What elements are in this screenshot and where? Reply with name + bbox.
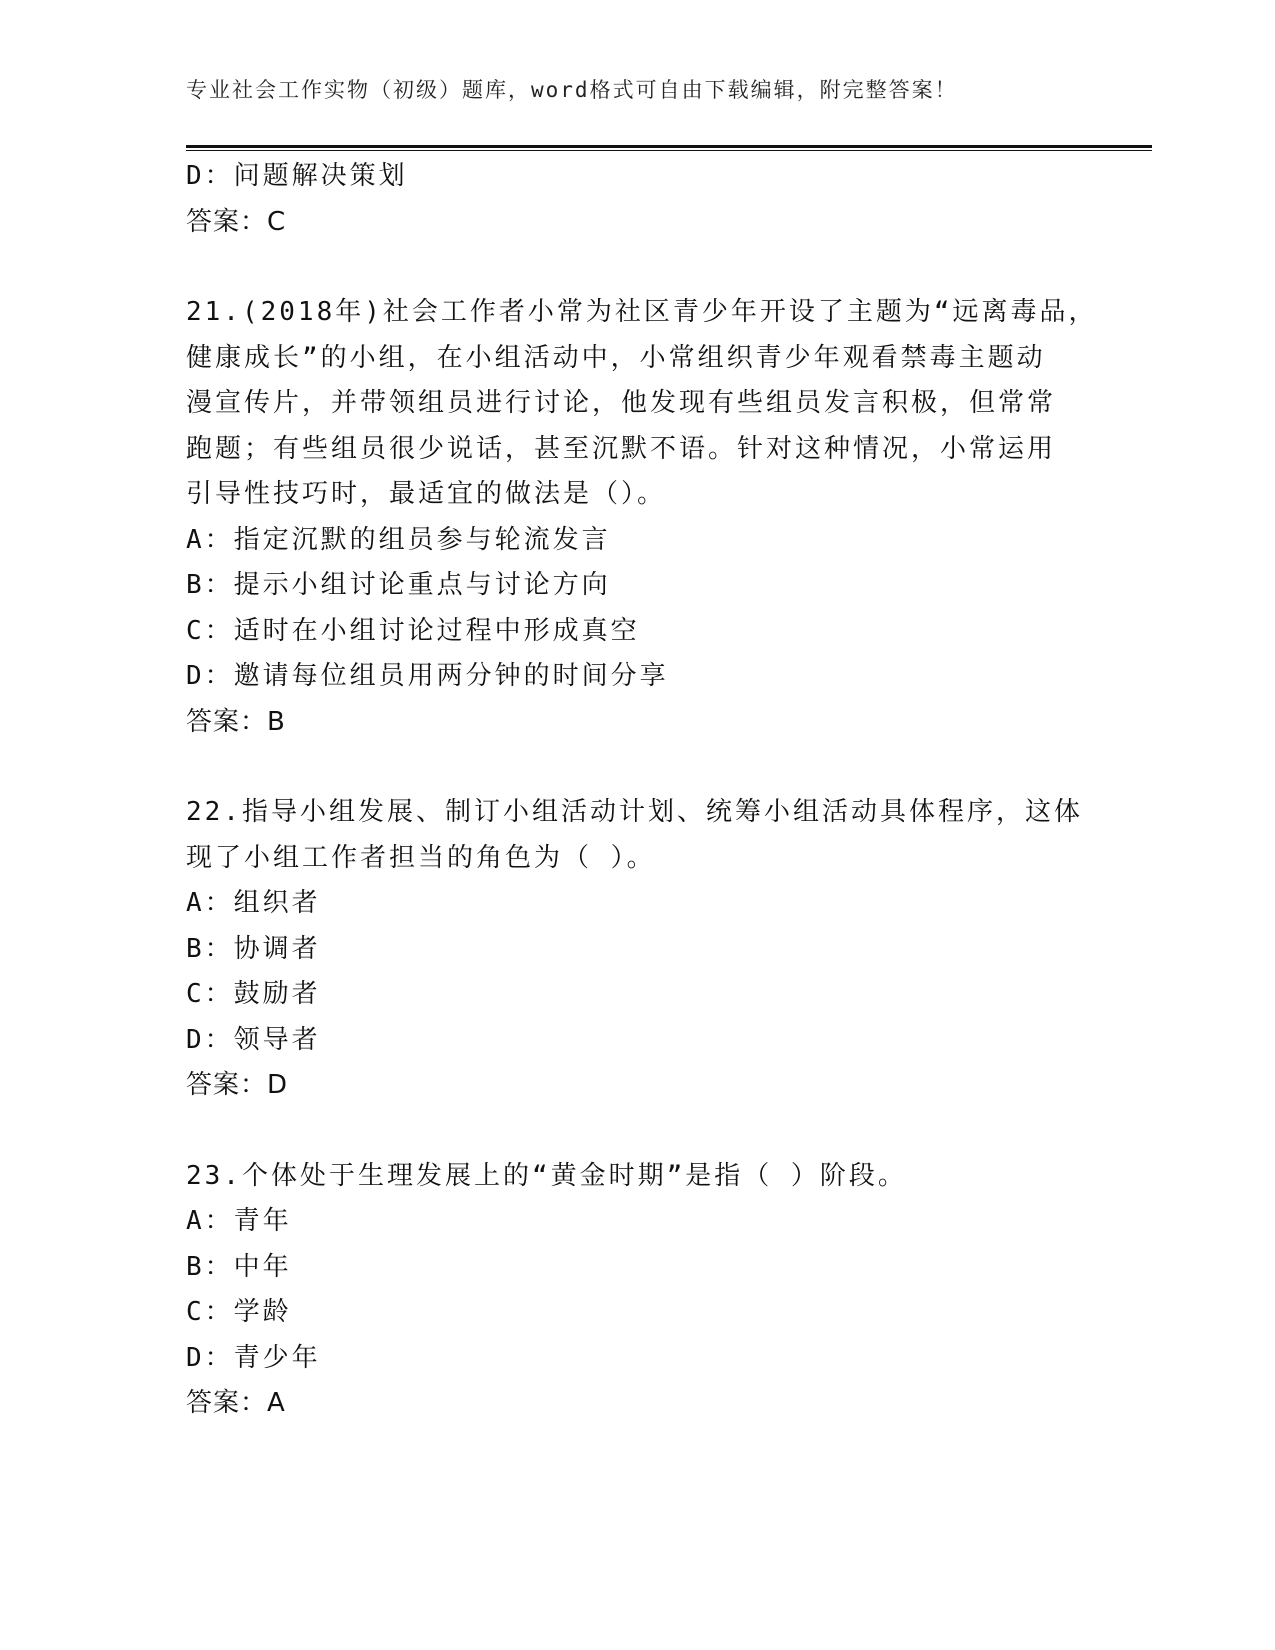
option-d: D：领导者 [186,1024,321,1055]
question-23 [186,1154,1086,1427]
question-text-line: 漫宣传片，并带领组员进行讨论，他发现有些组员发言积极，但常常 [186,388,1057,418]
question-22 [186,790,1086,1109]
option-c: C：学龄 [186,1297,292,1327]
option-a: A：组织者 [186,888,321,918]
answer: 答案：D [186,1070,289,1100]
question-text-line: 引导性技巧时，最适宜的做法是（）。 [186,479,667,509]
option-b: B：中年 [186,1251,292,1282]
option-d: D：邀请每位组员用两分钟的时间分享 [186,661,669,691]
option-d: D：问题解决策划 [186,161,408,191]
answer: 答案：A [186,1388,286,1418]
option-a: A：指定沉默的组员参与轮流发言 [186,524,611,555]
answer: 答案：B [186,706,286,737]
document-body [186,154,1098,1427]
option-a: A：青年 [186,1206,292,1236]
question-text-line: 23.个体处于生理发展上的“黄金时期”是指（ ）阶段。 [186,1160,907,1191]
question-21 [186,290,1098,745]
answer: 答案：C [186,206,287,237]
option-b: B：提示小组讨论重点与讨论方向 [186,570,611,600]
question-text-line: 现了小组工作者担当的角色为（ ）。 [186,842,656,873]
question-text-line: 跑题；有些组员很少说话，甚至沉默不语。针对这种情况，小常运用 [186,433,1057,464]
option-c: C：鼓励者 [186,979,321,1009]
option-b: B：协调者 [186,933,321,964]
question-text-line: 健康成长”的小组，在小组活动中，小常组织青少年观看禁毒主题动 [186,342,1046,373]
option-c: C：适时在小组讨论过程中形成真空 [186,615,640,646]
header-rule-thin [186,150,1152,151]
option-d: D：青少年 [186,1342,321,1373]
question-text-line: 22.指导小组发展、制订小组活动计划、统筹小组活动具体程序，这体 [186,797,1083,827]
question-text-line: 21.(2018年)社会工作者小常为社区青少年开设了主题为“远离毒品， [186,297,1098,327]
header-rule-thick [186,145,1152,148]
page-header: 专业社会工作实物（初级）题库，word格式可自由下载编辑，附完整答案！ [186,78,958,102]
